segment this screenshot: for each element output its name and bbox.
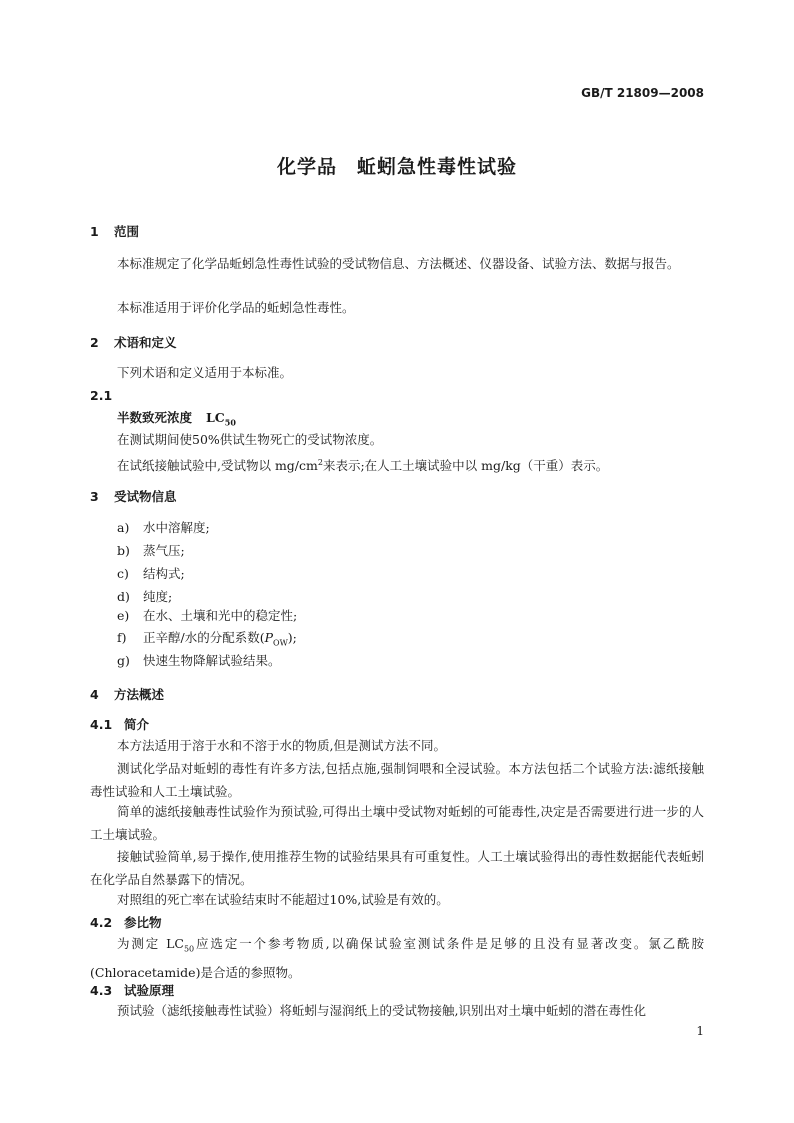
paragraph: 本标准适用于评价化学品的蚯蚓急性毒性。 — [117, 300, 355, 315]
section-number: 1 — [90, 224, 99, 239]
paragraph: 预试验（滤纸接触毒性试验）将蚯蚓与湿润纸上的受试物接触,识别出对土壤中蚯蚓的潜在毒性化 — [117, 1003, 646, 1018]
list-item: e) 在水、土壤和光中的稳定性; — [117, 608, 298, 623]
paragraph: 为测定 $LC_{50}$应选定一个参考物质,以确保试验室测试条件是足够的且没有显著改变。氯乙酰胺(Chloracetamide)是合适的参照物。 — [90, 936, 704, 980]
paragraph: 测试化学品对蚯蚓的毒性有许多方法,包括点施,强制饲喂和全浸试验。本方法包括二个试验方法:滤纸接触毒性试验和人工土壤试验。 — [90, 761, 704, 799]
section-1-heading — [90, 222, 139, 240]
section-title: 术语和定义 — [114, 335, 177, 350]
term-abbreviation: $LC_{50}$ — [206, 410, 236, 428]
list-item: g) 快速生物降解试验结果。 — [117, 653, 281, 668]
list-item: c) 结构式; — [117, 566, 185, 581]
section-title: 范围 — [114, 224, 140, 239]
paragraph: 本方法适用于溶于水和不溶于水的物质,但是测试方法不同。 — [117, 738, 446, 753]
paragraph: 本标准规定了化学品蚯蚓急性毒性试验的受试物信息、方法概述、仪器设备、试验方法、数据与报告。 — [117, 256, 680, 271]
subsection-4-1-heading: 4.1 简介 — [90, 717, 150, 732]
term-entry — [117, 408, 236, 428]
section-3-heading — [90, 487, 177, 505]
paragraph: 下列术语和定义适用于本标准。 — [117, 365, 293, 380]
list-item: f) 正辛醇/水的分配系数$(P_{OW})$; — [117, 630, 297, 648]
section-4-heading — [90, 685, 164, 703]
section-title: 受试物信息 — [114, 489, 177, 504]
section-number: 4 — [90, 687, 99, 702]
paragraph: 接触试验简单,易于操作,使用推荐生物的试验结果具有可重复性。人工土壤试验得出的毒性数据能代表蚯蚓在化学品自然暴露下的情况。 — [90, 849, 704, 887]
list-item: d) 纯度; — [117, 589, 173, 604]
paragraph: 对照组的死亡率在试验结束时不能超过10%,试验是有效的。 — [117, 892, 449, 907]
subsection-4-3-heading: 4.3 试验原理 — [90, 983, 175, 998]
page-number: 1 — [696, 1024, 704, 1038]
subsection-4-2-heading: 4.2 参比物 — [90, 915, 162, 930]
list-item: a) 水中溶解度; — [117, 520, 210, 535]
section-2-heading — [90, 333, 177, 351]
list-item: b) 蒸气压; — [117, 543, 185, 558]
paragraph: 简单的滤纸接触毒性试验作为预试验,可得出土壤中受试物对蚯蚓的可能毒性,决定是否需要进行进一步的人工土壤试验。 — [90, 804, 704, 842]
standard-code: GB/T 21809—2008 — [581, 86, 704, 100]
section-number: 3 — [90, 489, 99, 504]
term-name: 半数致死浓度 — [117, 410, 193, 425]
document-title: 化学品 蚯蚓急性毒性试验 — [276, 156, 517, 178]
subsection-number: 2.1 — [90, 388, 113, 403]
section-number: 2 — [90, 335, 99, 350]
section-title: 方法概述 — [114, 687, 165, 702]
definition: 在测试期间使50%供试生物死亡的受试物浓度。 — [117, 432, 383, 447]
note: 在试纸接触试验中,受试物以 $mg/cm^2$来表示;在人工土壤试验中以 mg/kg（干重）表示。 — [117, 458, 609, 474]
